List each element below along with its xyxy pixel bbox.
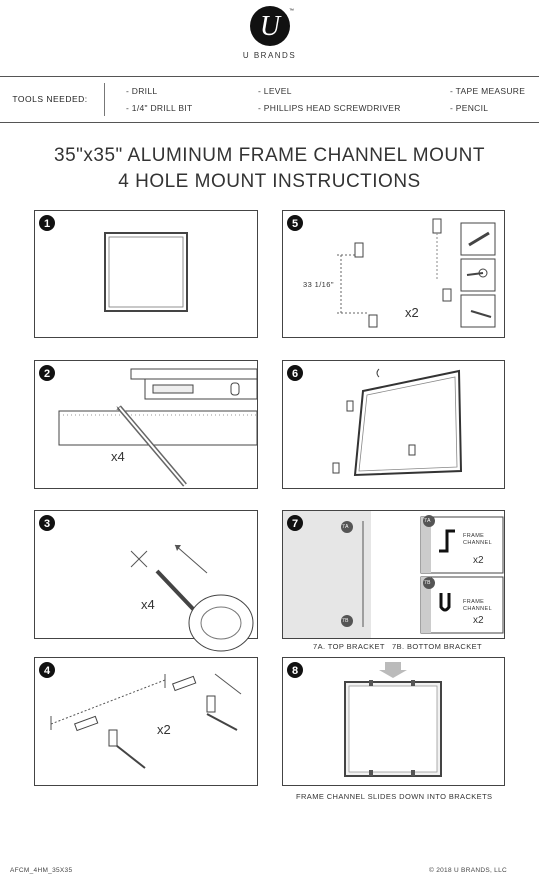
copyright: © 2018 U BRANDS, LLC <box>429 867 507 874</box>
step-5-panel <box>282 210 505 338</box>
tools-label: TOOLS NEEDED: <box>12 94 88 104</box>
step-3-count: x4 <box>141 597 155 612</box>
step-6-panel <box>282 360 505 489</box>
step-3-illustration <box>35 511 257 638</box>
svg-text:7: 7 <box>291 518 299 530</box>
svg-text:6: 6 <box>291 368 299 380</box>
step-7-frame-channel-a: FRAME CHANNEL <box>463 533 493 546</box>
document-code: AFCM_4HM_35X35 <box>10 867 73 874</box>
step-8-caption: FRAME CHANNEL SLIDES DOWN INTO BRACKETS <box>296 792 493 801</box>
svg-text:1: 1 <box>43 218 51 230</box>
tools-needed-bar <box>0 76 539 123</box>
tool-item: - DRILL <box>126 86 158 96</box>
step-4-count: x2 <box>157 722 171 737</box>
step-7-panel <box>282 510 505 639</box>
u-brands-logo-icon <box>248 4 292 48</box>
tools-divider <box>104 83 105 116</box>
step-5-measurement: 33 1/16" <box>303 280 334 289</box>
step-7-caption-b: 7B. BOTTOM BRACKET <box>392 642 482 651</box>
step-6-illustration <box>283 361 504 488</box>
svg-text:3: 3 <box>43 518 51 530</box>
svg-text:2: 2 <box>43 368 51 380</box>
page-title: 35"x35" ALUMINUM FRAME CHANNEL MOUNT <box>54 145 485 166</box>
step-5-illustration <box>283 211 504 337</box>
svg-text:5: 5 <box>291 218 299 230</box>
svg-text:™: ™ <box>288 8 294 14</box>
step-7-frame-channel-b: FRAME CHANNEL <box>463 599 493 612</box>
svg-text:×: × <box>116 404 121 413</box>
page-subtitle: 4 HOLE MOUNT INSTRUCTIONS <box>118 171 421 192</box>
step-2-illustration <box>35 361 257 488</box>
tool-item: - LEVEL <box>258 86 292 96</box>
brand-name: U BRANDS <box>242 51 297 60</box>
step-7-callout-b: 7B <box>342 618 349 624</box>
svg-text:8: 8 <box>291 665 299 677</box>
step-7-count-b: x2 <box>473 615 484 626</box>
tool-item: - 1/4" DRILL BIT <box>126 103 193 113</box>
step-2-count: x4 <box>111 449 125 464</box>
step-2-panel <box>34 360 258 489</box>
step-7-callout-a: 7A <box>342 524 349 530</box>
step-7-illustration <box>283 511 504 638</box>
step-8-panel <box>282 657 505 786</box>
step-4-panel <box>34 657 258 786</box>
step-1-illustration <box>35 211 257 337</box>
step-7-caption-a: 7A. TOP BRACKET <box>313 642 385 651</box>
svg-text:4: 4 <box>43 665 51 677</box>
tool-item: - TAPE MEASURE <box>450 86 526 96</box>
step-4-illustration <box>35 658 257 785</box>
svg-text:U: U <box>259 11 280 42</box>
step-7-detail-b-label: 7B <box>424 580 431 586</box>
step-8-illustration <box>283 658 504 785</box>
step-3-panel <box>34 510 258 639</box>
step-1-panel <box>34 210 258 338</box>
tool-item: - PHILLIPS HEAD SCREWDRIVER <box>258 103 401 113</box>
tool-item: - PENCIL <box>450 103 489 113</box>
step-7-count-a: x2 <box>473 555 484 566</box>
step-5-count: x2 <box>405 305 419 320</box>
brand-logo <box>0 4 539 53</box>
step-7-detail-a-label: 7A <box>424 518 431 524</box>
